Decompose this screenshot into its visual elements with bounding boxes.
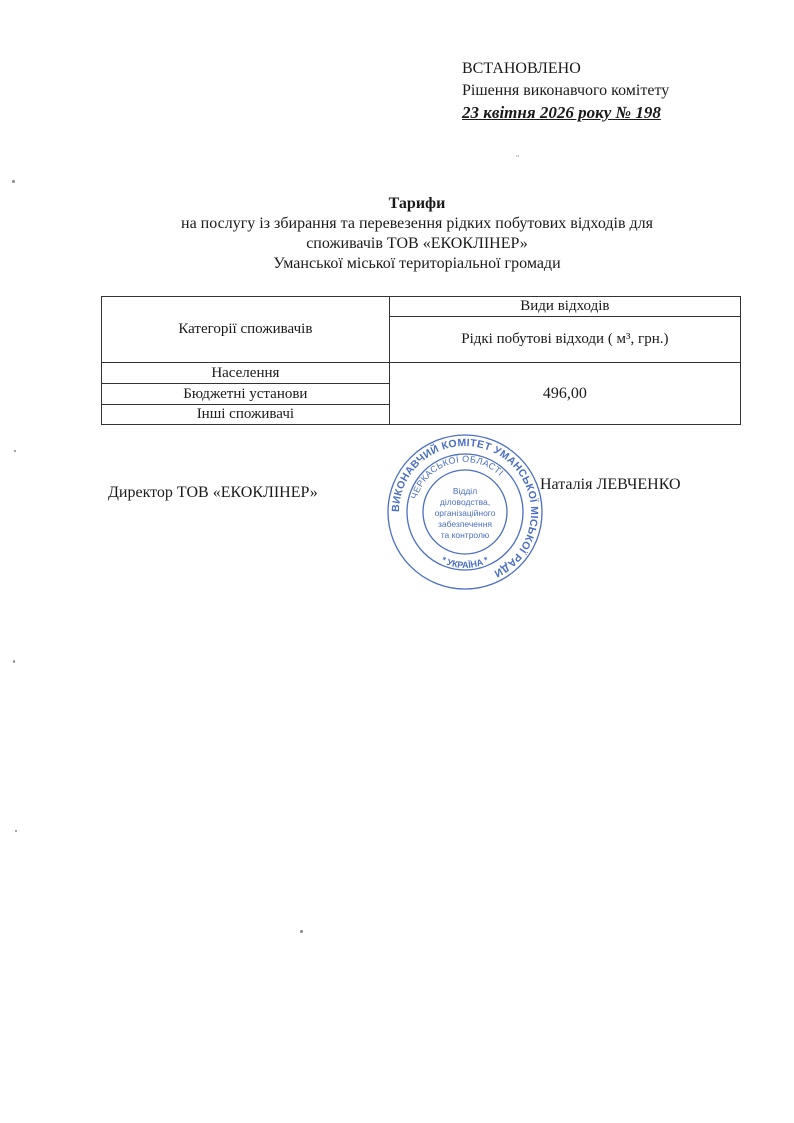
header-consumer-categories: Категорії споживачів (102, 297, 390, 363)
signatory-position: Директор ТОВ «ЕКОКЛІНЕР» (108, 484, 318, 501)
approval-date-number: 23 квітня 2026 року № 198 (462, 103, 661, 122)
official-stamp (385, 432, 545, 592)
table-row (102, 363, 741, 384)
title-block (130, 194, 704, 274)
approval-block (462, 58, 762, 124)
stamp-center-line: організаційного (434, 508, 496, 518)
header-waste-types: Види відходів (389, 297, 740, 317)
scan-speck: ¨ (516, 154, 520, 165)
document-title: Тарифи (388, 195, 446, 212)
scan-speck (12, 180, 15, 183)
stamp-center-line: забезпечення (437, 519, 493, 529)
title-line-2: споживачів ТОВ «ЕКОКЛІНЕР» (306, 235, 528, 252)
scan-speck (15, 830, 17, 832)
signatory-name: Наталія ЛЕВЧЕНКО (540, 476, 681, 493)
stamp-outer-text: ВИКОНАВЧИЙ КОМІТЕТ УМАНСЬКОЇ МІСЬКОЇ РАДИ (389, 436, 541, 580)
stamp-center-line: та контролю (440, 530, 490, 540)
title-line-3: Уманської міської територіальної громади (273, 255, 561, 272)
row-category: Населення (102, 363, 390, 384)
tariff-table (101, 296, 741, 425)
approval-status: ВСТАНОВЛЕНО (462, 60, 581, 77)
stamp-center-line: діловодства, (439, 497, 491, 507)
tariff-value: 496,00 (389, 363, 740, 425)
title-line-1: на послугу із збирання та перевезення рідких побутових відходів для (181, 215, 653, 232)
stamp-bottom-text: * УКРАЇНА * (439, 554, 491, 571)
row-category: Бюджетні установи (102, 384, 390, 405)
stamp-center-line: Відділ (452, 486, 478, 496)
approval-authority: Рішення виконавчого комітету (462, 82, 670, 99)
header-liquid-waste: Рідкі побутові відходи ( м³, грн.) (389, 317, 740, 363)
scan-speck (300, 930, 303, 933)
scan-speck (14, 450, 16, 452)
row-category: Інші споживачі (102, 405, 390, 425)
scan-speck (13, 660, 15, 663)
stamp-inner-text: ЧЕРКАСЬКОЇ ОБЛАСТІ (408, 453, 506, 501)
table-header-row (102, 297, 741, 317)
